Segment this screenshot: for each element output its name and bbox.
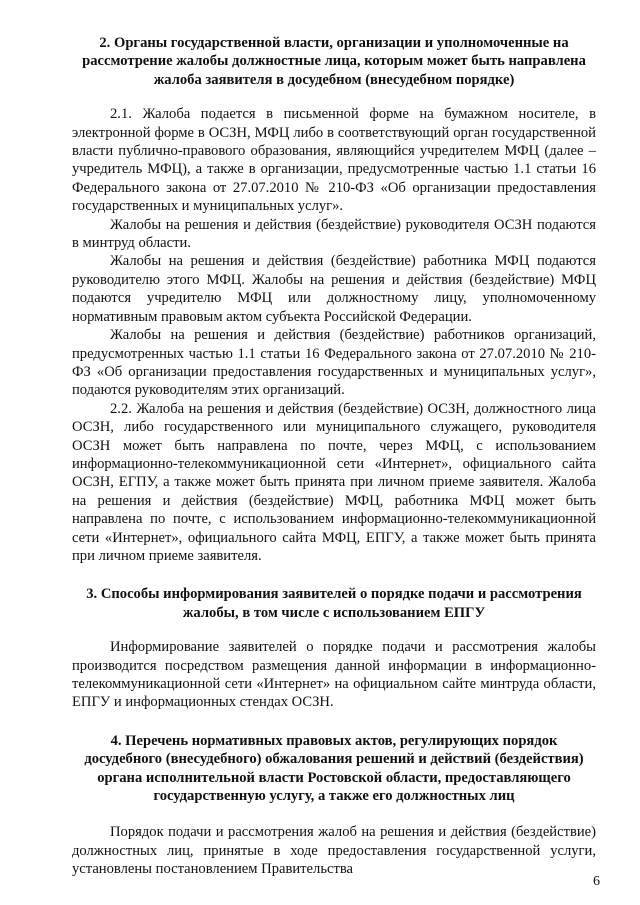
section-2-paragraph-4: Жалобы на решения и действия (бездействие) работников организаций, предусмотренных частью 1.1 статьи 16 Федерального закона от 27.07.2010 № 210-ФЗ «Об организации предоставления государственных и муниципальных услуг», подаются руководителям этих организаций. xyxy=(72,327,596,399)
section-4-paragraph-1: Порядок подачи и рассмотрения жалоб на решения и действия (бездействие) должностных лиц, принятые в ходе предоставления государственной услуги, установлены постановлением Правительства xyxy=(72,824,596,878)
section-2-heading: 2. Органы государственной власти, организации и уполномоченные на рассмотрение жалобы должностные лица, которым может быть направлена жалоба заявителя в досудебном (внесудебном порядке) xyxy=(82,35,586,88)
section-4-heading: 4. Перечень нормативных правовых актов, регулирующих порядок досудебного (внесудебного) обжалования решений и действий (бездействия) органа исполнительной власти Ростовской области, предоставляющего государственную услугу, а также его должностных лиц xyxy=(84,732,584,805)
section-2-paragraph-3: Жалобы на решения и действия (бездействие) работника МФЦ подаются руководителю этого МФЦ. Жалобы на решения и действия (бездействие) МФЦ подаются учредителю МФЦ или должностному лицу, уполномоченному нормативным правовым актом субъекта Российской Федерации. xyxy=(72,253,596,325)
document-page xyxy=(72,34,596,879)
section-2-paragraph-5: 2.2. Жалоба на решения и действия (бездействие) ОСЗН, должностного лица ОСЗН, либо государственного или муниципального служащего, руководителя ОСЗН может быть направлена по почте, через МФЦ, с использованием информационно-телекоммуникационной сети «Интернет», официального сайта ОСЗН, ЕГПУ, а также может быть принята при личном приеме заявителя. Жалоба на решения и действия (бездействие) МФЦ, работника МФЦ может быть направлена по почте, с использованием информационно-телекоммуникационной сети «Интернет», официального сайта МФЦ, ЕПГУ, а также может быть принята при личном приеме заявителя. xyxy=(72,400,596,564)
section-2-paragraph-2: Жалобы на решения и действия (бездействие) руководителя ОСЗН подаются в минтруд области. xyxy=(72,216,596,252)
section-3-heading: 3. Способы информирования заявителей о порядке подачи и рассмотрения жалобы, в том числе с использованием ЕПГУ xyxy=(86,586,582,621)
section-3-paragraph-1: Информирование заявителей о порядке подачи и рассмотрения жалобы производится посредством размещения данной информации в информационно-телекоммуникационной сети «Интернет» на официальном сайте минтруда области, ЕПГУ и информационных стендах ОСЗН. xyxy=(72,639,596,711)
page-number: 6 xyxy=(593,874,600,889)
section-2-paragraph-1: 2.1. Жалоба подается в письменной форме на бумажном носителе, в электронной форме в ОСЗН, МФЦ либо в соответствующий орган государственной власти публично-правового образования, являющийся учредителем МФЦ (далее – учредитель МФЦ), а также в организации, предусмотренные частью 1.1 статьи 16 Федерального закона от 27.07.2010 № 210-ФЗ «Об организации предоставления государственных и муниципальных услуг». xyxy=(72,106,596,215)
